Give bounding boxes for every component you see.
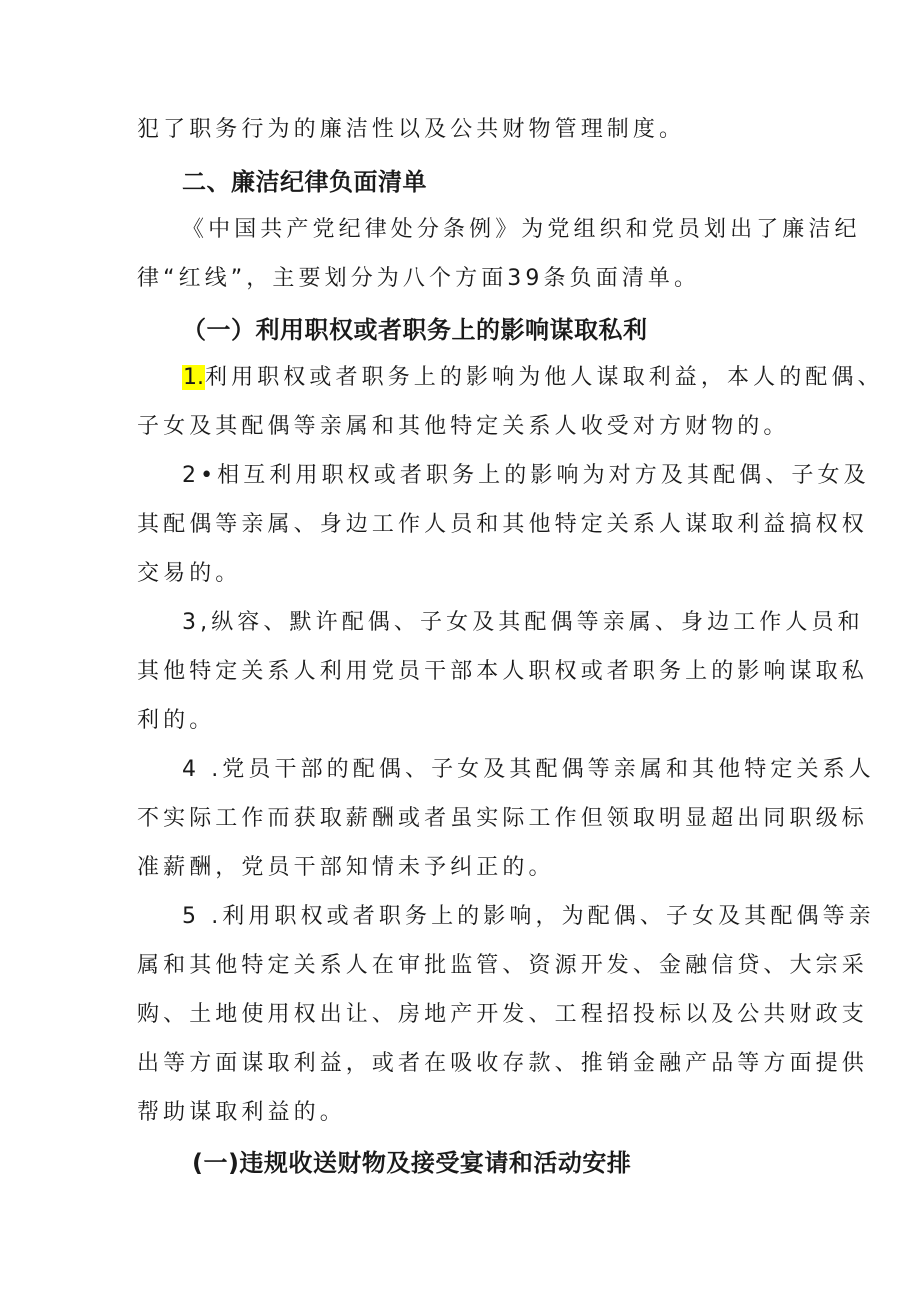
item-5-line: 出等方面谋取利益，或者在吸收存款、推销金融产品等方面提供	[137, 1051, 868, 1076]
item-3-line: 其他特定关系人利用党员干部本人职权或者职务上的影响谋取私	[137, 659, 868, 684]
subsection-title: (一)违规收送财物及接受宴请和活动安排	[192, 1149, 632, 1177]
subsection-title: （一）利用职权或者职务上的影响谋取私利	[182, 316, 648, 344]
item-1-line: 子女及其配偶等亲属和其他特定关系人收受对方财物的。	[137, 414, 790, 439]
paragraph-line: 律“红线”，主要划分为八个方面39条负面清单。	[137, 266, 701, 291]
item-5-line: 购、土地使用权出让、房地产开发、工程招投标以及公共财政支	[137, 1002, 868, 1027]
item-4-line: 准薪酬，党员干部知情未予纠正的。	[137, 855, 555, 880]
highlighted-item-number: 1.	[183, 365, 204, 390]
item-3-line: 利的。	[137, 708, 216, 733]
item-5-line: 5 .利用职权或者职务上的影响，为配偶、子女及其配偶等亲	[182, 904, 875, 929]
item-2-line: 2•相互利用职权或者职务上的影响为对方及其配偶、子女及	[182, 463, 870, 488]
item-4-line: 不实际工作而获取薪酬或者虽实际工作但领取明显超出同职级标	[137, 806, 868, 831]
item-3-line: 3,纵容、默许配偶、子女及其配偶等亲属、身边工作人员和	[182, 610, 864, 635]
item-2-line: 其配偶等亲属、身边工作人员和其他特定关系人谋取利益搞权权	[137, 512, 868, 537]
item-4-line: 4 .党员干部的配偶、子女及其配偶等亲属和其他特定关系人	[182, 757, 875, 782]
item-1-text: 利用职权或者职务上的影响为他人谋取利益，本人的配偶、	[205, 365, 884, 390]
paragraph-line: 犯了职务行为的廉洁性以及公共财物管理制度。	[137, 117, 686, 142]
item-5-line: 帮助谋取利益的。	[137, 1100, 346, 1125]
item-1-line	[182, 363, 884, 393]
item-5-line: 属和其他特定关系人在审批监管、资源开发、金融信贷、大宗采	[137, 953, 868, 978]
paragraph-line: 《中国共产党纪律处分条例》为党组织和党员划出了廉洁纪	[182, 217, 861, 242]
section-title: 二、廉洁纪律负面清单	[182, 168, 427, 196]
item-2-line: 交易的。	[137, 561, 242, 586]
